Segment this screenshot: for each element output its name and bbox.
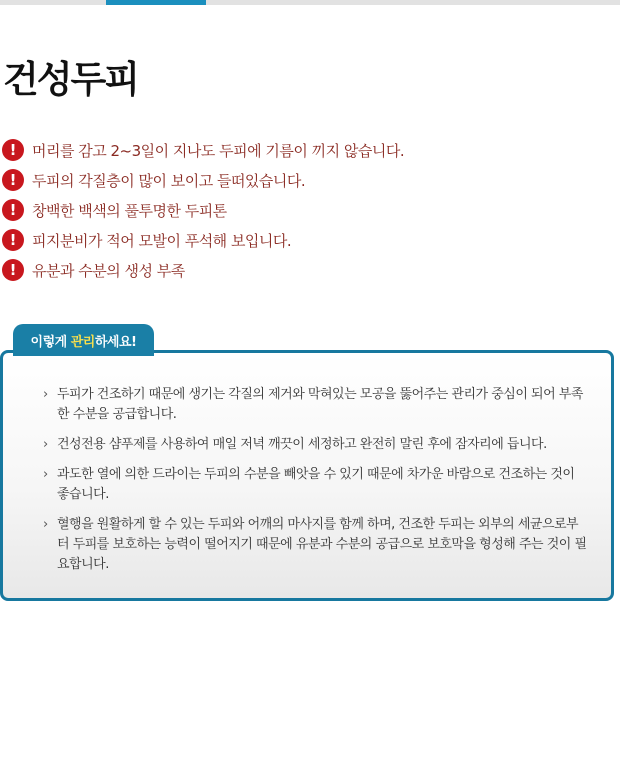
symptom-item (2, 255, 404, 285)
tip-text: 혈행을 원활하게 할 수 있는 두피와 어깨의 마사지를 함께 하며, 건조한 두피는 외부의 세균으로부터 두피를 보호하는 능력이 떨어지기 때문에 유분과 수분의 공급으로 보호막을 형성해 주는 것이 필요합니다. (57, 517, 587, 572)
tip-item (43, 385, 588, 425)
tab-label-prefix: 이렇게 (30, 334, 67, 350)
tip-text: 건성전용 샴푸제를 사용하여 매일 저녁 깨끗이 세정하고 완전히 말린 후에 잠자리에 듭니다. (57, 437, 547, 452)
exclamation-icon: ! (2, 229, 24, 251)
exclamation-icon: ! (2, 199, 24, 221)
symptom-item (2, 195, 404, 225)
chevron-right-icon: › (43, 467, 48, 482)
care-tips-tab (13, 324, 154, 356)
symptom-item (2, 225, 404, 255)
chevron-right-icon: › (43, 517, 48, 532)
tip-item (43, 435, 588, 455)
chevron-right-icon: › (43, 437, 48, 452)
care-tips-box (0, 350, 614, 601)
symptom-text: 두피의 각질층이 많이 보이고 들떠있습니다. (32, 171, 306, 190)
tip-item (43, 465, 588, 505)
page-title: 건성두피 (3, 58, 138, 101)
exclamation-icon: ! (2, 169, 24, 191)
symptom-text: 피지분비가 적어 모발이 푸석해 보입니다. (32, 231, 292, 250)
tab-label-suffix: 하세요! (94, 334, 137, 350)
symptom-item (2, 165, 404, 195)
symptom-text: 머리를 감고 2~3일이 지나도 두피에 기름이 끼지 않습니다. (32, 141, 405, 160)
symptom-text: 창백한 백색의 풀투명한 두피톤 (32, 201, 227, 220)
tip-item (43, 515, 588, 575)
care-tips-list (43, 385, 588, 585)
exclamation-icon: ! (2, 139, 24, 161)
tab-label-highlight: 관리 (70, 334, 95, 350)
chevron-right-icon: › (43, 387, 48, 402)
symptom-text: 유분과 수분의 생성 부족 (32, 261, 185, 280)
symptom-item (2, 135, 404, 165)
tip-text: 두피가 건조하기 때문에 생기는 각질의 제거와 막혀있는 모공을 뚫어주는 관리가 중심이 되어 부족한 수분을 공급합니다. (57, 387, 583, 422)
tip-text: 과도한 열에 의한 드라이는 두피의 수분을 빼앗을 수 있기 때문에 차가운 바람으로 건조하는 것이 좋습니다. (57, 467, 575, 502)
active-tab-indicator[interactable] (106, 0, 206, 5)
symptom-list (2, 135, 404, 285)
top-tab-bar (0, 0, 620, 5)
exclamation-icon: ! (2, 259, 24, 281)
